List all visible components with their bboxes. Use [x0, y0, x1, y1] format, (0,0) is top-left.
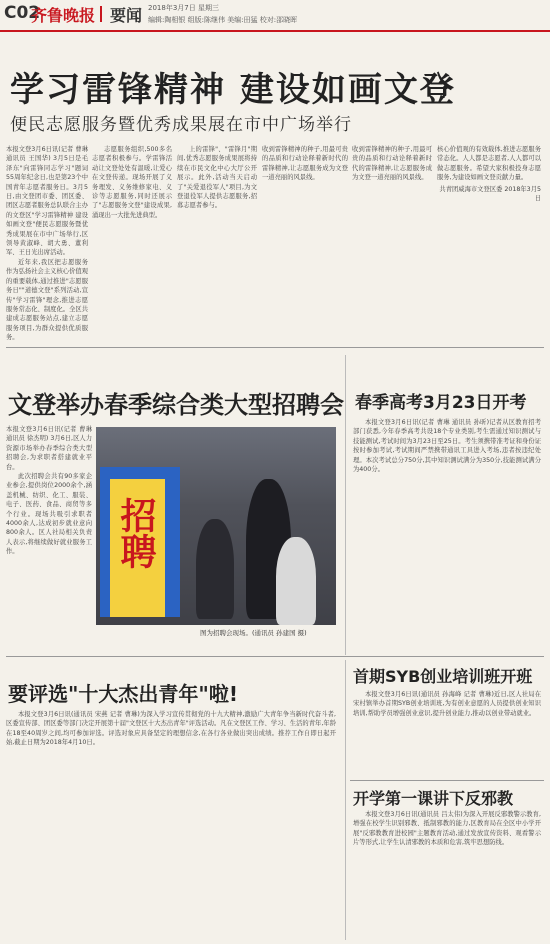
article1-subtitle: 便民志愿服务暨优秀成果展在市中广场举行	[10, 115, 352, 135]
article5-title: 首期SYB创业培训班开班	[353, 667, 533, 686]
article1-col2: 志愿服务组织,500多名志愿者积极参与。学雷锋活动让文登处处有温暖,让爱心在文登传递。现场开展了义务理发、义务维修家电、义诊等志愿服务,同时还展示了"志愿服务文登"建设成果,涌现出一大批先进典型。	[92, 146, 172, 219]
article1-col6-text: 核心价值观的有效载体,推进志愿服务常态化。人人都是志愿者,人人都可以做志愿服务。希望大家积极投身志愿服务,为建设如画文登贡献力量。	[437, 146, 541, 182]
divider-mid	[6, 656, 544, 657]
article3-title: 春季高考3月23日开考	[355, 393, 527, 413]
proof: 美编:田猛 校对:邵晓晖	[227, 16, 298, 24]
article6-body: 本报文登3月6日讯(通讯员 吕太伟)为深入开展反邪教警示教育,增强在校学生识别邪教、抵制邪教的能力,区教育局在全区中小学开展"反邪教教育进校园"主题教育活动,通过发放宣传资料、观看警示片等形式,让学生认清邪教的本质和危害,筑牢思想防线。	[353, 811, 541, 847]
article4-body: 本报文登3月6日讯(通讯员 宋燕 记者 曹琳)为深入学习宣传贯彻党的十九大精神,激励广大青年争当新时代奋斗者,区委宣传部、团区委等部门决定开展第十届"文登区十大杰出青年"评选活动。凡在文登区工作、学习、生活的青年,年龄在18至40周岁之间,均可参加评选。评选对象应具备坚定的理想信念,在各行各业做出突出成绩。推荐工作自即日起开始,截止日期为2018年4月10日。	[6, 711, 336, 747]
article4-title: 要评选"十大杰出青年"啦!	[8, 682, 238, 706]
article2-text: 此次招聘会共有90多家企业参会,提供岗位2000余个,涵盖机械、纺织、化工、服装、电子、医药、食品、商贸等多个行业。现场共吸引求职者4000余人,达成初步就业意向800余人。区人社局相关负责人表示,将继续做好就业服务工作。	[6, 473, 92, 556]
article1-col5-text: 收到雷锋精神的种子,用最可贵的品质和行动诠释着新时代的雷锋精神,让志愿服务成为文登一道亮丽的风景线。	[352, 146, 432, 182]
column-divider	[345, 355, 346, 655]
article2-title: 文登举办春季综合类大型招聘会	[8, 391, 344, 419]
article2-lead: 本报文登3月6日讯(记者 曹琳 通讯员 徐杰明) 3月6日,区人力资源市场举办春季综合类大型招聘会,为求职者搭建就业平台。	[6, 426, 92, 471]
job-fair-photo	[96, 427, 336, 625]
editor-line	[148, 15, 297, 25]
article1-col4	[262, 145, 348, 345]
column-divider	[345, 660, 346, 940]
article1-para1b: 近年来,我区把志愿服务作为弘扬社会主义核心价值观的重要载体,通过推进"志愿服务日""道德文登"系列活动,宣传"学习雷锋"理念,推进志愿服务常态化、制度化。全区共建成志愿服务站点,建立志愿服务项目,为群众提供优质服务。	[6, 258, 88, 342]
date-line: 2018年3月7日 星期三	[148, 4, 219, 12]
article1-para1: 本报文登3月6日讯(记者 曹琳 通讯员 王国华) 3月5日是毛泽东"向雷锋同志学习"题词55周年纪念日,也是第23个中国青年志愿者服务日。3月5日,由文登团市委、团区委、团区志愿者服务总队联合主办的文登区"学习雷锋精神 建设如画文登"便民志愿服务暨优秀成果展在市中广场举行,区领导黄淑峰、胡大勇、董利军、王日光出席活动。	[6, 146, 88, 257]
photo-caption: 图为招聘会现场。(通讯员 孙建国 摄)	[200, 629, 307, 637]
divider-right	[350, 780, 544, 781]
article1-col3: 上的雷锋"、"雷锋月"期间,优秀志愿服务成果展将持续在市民文化中心大厅公开展示。此外,活动当天启动了"关爱退役军人"项目,为文登退役军人提供志愿服务,招募志愿者参与。	[177, 146, 257, 210]
photo-banner-text: 招聘	[115, 497, 156, 569]
masthead-divider	[100, 6, 102, 22]
article1-col1	[6, 145, 88, 345]
article1-col6	[437, 145, 541, 345]
article1-col4-text: 收到雷锋精神的种子,用最可贵的品质和行动诠释着新时代的雷锋精神,让志愿服务成为文登一道亮丽的风景线。	[262, 146, 348, 182]
photo-person	[276, 537, 316, 625]
photo-person	[196, 519, 234, 619]
article6-title: 开学第一课讲下反邪教	[353, 789, 514, 808]
article5-body: 本报文登3月6日讯(通讯员 孙海峰 记者 曹琳)近日,区人社局在宋村镇举办首期SYB创业培训班,为有创业意愿的人员提供创业知识培训,帮助学员增强创业意识,提升创业能力,推动以创业带动就业。	[353, 691, 541, 717]
article3-body: 本报文登3月6日讯(记者 曹琳 通讯员 孙昕)记者从区教育招考部门获悉,今年春季高考共设18个专业类别,考生需通过知识测试与技能测试,考试时间为3月23日至25日。考生须携带准考证和身份证按时参加考试,考试期间严禁携带通讯工具进入考场,违者按违纪处理。本次考试总分750分,其中知识测试满分为350分,技能测试满分为400分。	[353, 419, 541, 474]
paper-logo: 齐鲁晚报	[31, 6, 96, 25]
article1-signature: 共青团威海市文登区委 2018年3月5日	[439, 185, 541, 203]
section-name: 要闻	[110, 6, 143, 25]
editors: 编辑:陶相银 组版:陈继伟	[148, 16, 225, 24]
article2-body	[6, 425, 92, 625]
article1-col5	[352, 145, 432, 345]
masthead	[0, 0, 550, 32]
divider-top	[6, 347, 544, 348]
page-number: C02	[4, 3, 41, 23]
article1-title: 学习雷锋精神 建设如画文登	[10, 70, 456, 110]
